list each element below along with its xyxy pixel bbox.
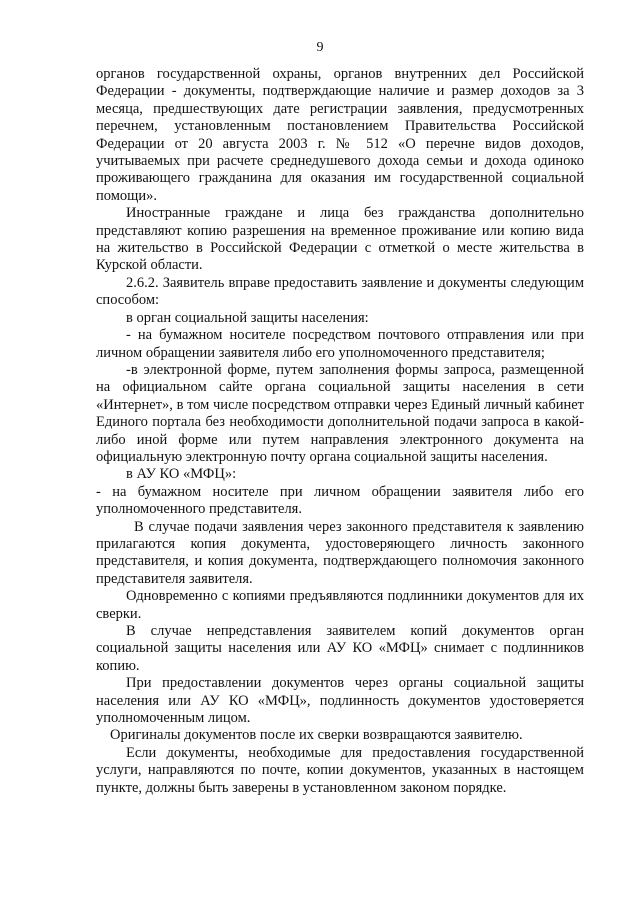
paragraph-originals-returned: Оригиналы документов после их сверки возвращаются заявителю. (110, 727, 523, 744)
paragraph-legal-representative: В случае подачи заявления через законного представителя к заявлению прилагаются копия документа, удостоверяющего личность законного представителя, и копия документа, подтверждающего полномочия законного представителя заявителя. (96, 518, 584, 587)
paragraph-electronic-form: -в электронной форме, путем заполнения формы запроса, размещенной на официальном сайте органа социальной защиты населения в сети «Интернет», в том числе посредством отправки через Единый личный кабинет Единого портала без необходимости дополнительной подачи запроса в какой-либо иной форме или путем направления электронного документа на официальную электронную почту органа социальной защиты населения. (96, 361, 584, 465)
document-body (96, 66, 584, 797)
paragraph-originals-presented: Одновременно с копиями предъявляются подлинники документов для их сверки. (96, 588, 584, 622)
paragraph-copies-not-presented: В случае непредставления заявителем копий документов орган социальной защиты населения или АУ КО «МФЦ» снимает с подлинников копию. (96, 623, 584, 674)
paragraph-mfc-paper: - на бумажном носителе при личном обращении заявителя либо его уполномоченного представителя. (96, 483, 584, 518)
paragraph-2-6-2: 2.6.2. Заявитель вправе предоставить заявление и документы следующим способом: (96, 274, 584, 309)
paragraph-mfc-heading: в АУ КО «МФЦ»: (126, 466, 237, 483)
paragraph-foreign-citizens: Иностранные граждане и лица без гражданства дополнительно представляют копию разрешения на временное проживание или копию вида на жительство в Российской Федерации с отметкой о месте жительства в Курской области. (96, 205, 584, 274)
paragraph-income-documents: органов государственной охраны, органов внутренних дел Российской Федерации - документы, подтверждающие наличие и размер доходов за 3 месяца, предшествующих дате регистрации заявления, предусмотренных перечнем, установленным постановлением Правительства Российской Федерации от 20 августа 2003 г. № 512 «О перечне видов доходов, учитываемых при расчете среднедушевого дохода семьи и дохода одиноко проживающего гражданина для оказания им государственной социальной помощи». (96, 66, 584, 204)
paragraph-authenticity: При предоставлении документов через органы социальной защиты населения или АУ КО «МФЦ», подлинность документов удостоверяется уполномоченным лицом. (96, 675, 584, 727)
page-number: 9 (316, 40, 324, 55)
paragraph-postal-copies: Если документы, необходимые для предоставления государственной услуги, направляются по почте, копии документов, указанных в настоящем пункте, должны быть заверены в установленном законом порядке. (96, 744, 584, 796)
paragraph-paper-carrier: - на бумажном носителе посредством почтового отправления или при личном обращении заявителя либо его уполномоченного представителя; (96, 327, 584, 361)
paragraph-social-protection-heading: в орган социальной защиты населения: (126, 309, 369, 326)
